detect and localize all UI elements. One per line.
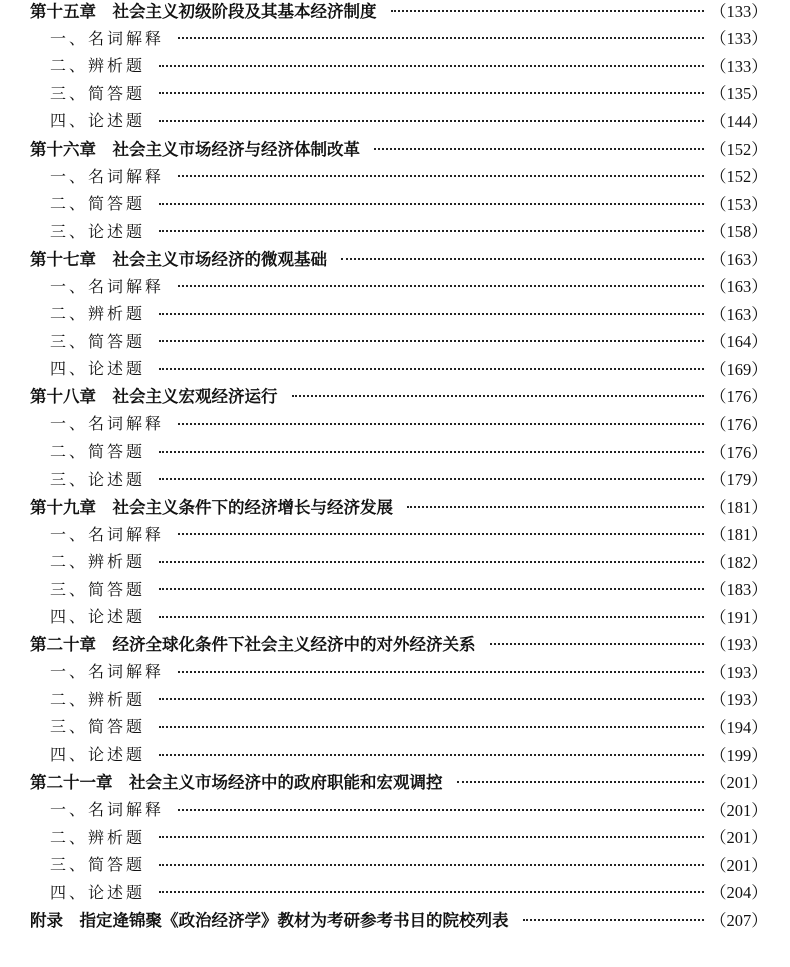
dot-leader bbox=[341, 258, 704, 260]
toc-entry-title: 二、辨析题 bbox=[50, 552, 146, 572]
toc-entry-title: 三、简答题 bbox=[50, 83, 146, 103]
toc-chapter-entry bbox=[0, 630, 790, 658]
toc-section-entry bbox=[0, 354, 790, 382]
dot-leader bbox=[178, 423, 704, 425]
toc-page-number: （181） bbox=[710, 525, 768, 545]
dot-leader bbox=[159, 368, 704, 370]
toc-section-entry bbox=[0, 712, 790, 740]
toc-entry-title: 第二十一章 社会主义市场经济中的政府职能和宏观调控 bbox=[30, 773, 443, 793]
dot-leader bbox=[159, 120, 704, 122]
toc-page-number: （201） bbox=[710, 855, 768, 875]
dot-leader bbox=[178, 37, 704, 39]
toc-page-number: （169） bbox=[710, 359, 768, 379]
dot-leader bbox=[159, 836, 704, 838]
toc-chapter-entry bbox=[0, 767, 790, 795]
toc-page-number: （176） bbox=[710, 414, 768, 434]
toc-entry-title: 第十五章 社会主义初级阶段及其基本经济制度 bbox=[30, 1, 377, 21]
toc-page-number: （163） bbox=[710, 249, 768, 269]
dot-leader bbox=[178, 285, 704, 287]
toc-page-number: （194） bbox=[710, 717, 768, 737]
toc-page-number: （152） bbox=[710, 167, 768, 187]
toc-page-number: （193） bbox=[710, 635, 768, 655]
toc-entry-title: 四、论述题 bbox=[50, 359, 146, 379]
dot-leader bbox=[178, 175, 704, 177]
toc-section-entry bbox=[0, 547, 790, 575]
toc-section-entry bbox=[0, 437, 790, 465]
toc-chapter-entry bbox=[0, 244, 790, 272]
toc-page-number: （204） bbox=[710, 883, 768, 903]
toc-page-number: （163） bbox=[710, 304, 768, 324]
toc-section-entry bbox=[0, 685, 790, 713]
toc-section-entry bbox=[0, 409, 790, 437]
toc-entry-title: 一、名词解释 bbox=[50, 414, 165, 434]
dot-leader bbox=[159, 588, 704, 590]
toc-page-number: （164） bbox=[710, 332, 768, 352]
toc-section-entry bbox=[0, 51, 790, 79]
toc-entry-title: 四、论述题 bbox=[50, 745, 146, 765]
toc-section-entry bbox=[0, 740, 790, 768]
toc-page-number: （201） bbox=[710, 773, 768, 793]
dot-leader bbox=[159, 478, 704, 480]
toc-page-number: （176） bbox=[710, 442, 768, 462]
toc-entry-title: 第二十章 经济全球化条件下社会主义经济中的对外经济关系 bbox=[30, 635, 476, 655]
toc-entry-title: 二、简答题 bbox=[50, 194, 146, 214]
toc-chapter-entry bbox=[0, 382, 790, 410]
toc-page-number: （152） bbox=[710, 139, 768, 159]
toc-section-entry bbox=[0, 106, 790, 134]
dot-leader bbox=[178, 671, 704, 673]
toc-entry-title: 二、辨析题 bbox=[50, 56, 146, 76]
toc-page-number: （179） bbox=[710, 470, 768, 490]
toc-section-entry bbox=[0, 464, 790, 492]
toc-page-number: （182） bbox=[710, 552, 768, 572]
toc-entry-title: 第十六章 社会主义市场经济与经济体制改革 bbox=[30, 139, 360, 159]
toc-entry-title: 三、论述题 bbox=[50, 469, 146, 489]
toc-entry-title: 三、简答题 bbox=[50, 331, 146, 351]
toc-section-entry bbox=[0, 519, 790, 547]
toc-chapter-entry bbox=[0, 905, 790, 933]
toc-chapter-entry bbox=[0, 492, 790, 520]
toc-section-entry bbox=[0, 299, 790, 327]
toc-page-number: （181） bbox=[710, 497, 768, 517]
dot-leader bbox=[374, 148, 704, 150]
toc-entry-title: 二、辨析题 bbox=[50, 827, 146, 847]
toc-section-entry bbox=[0, 161, 790, 189]
toc-entry-title: 一、名词解释 bbox=[50, 276, 165, 296]
toc-entry-title: 一、名词解释 bbox=[50, 28, 165, 48]
dot-leader bbox=[159, 340, 704, 342]
dot-leader bbox=[159, 726, 704, 728]
toc-page-number: （201） bbox=[710, 800, 768, 820]
dot-leader bbox=[159, 451, 704, 453]
toc-section-entry bbox=[0, 657, 790, 685]
toc-page-number: （133） bbox=[710, 56, 768, 76]
toc-page-number: （163） bbox=[710, 277, 768, 297]
dot-leader bbox=[159, 230, 704, 232]
toc-entry-title: 一、名词解释 bbox=[50, 800, 165, 820]
toc-entry-title: 二、简答题 bbox=[50, 442, 146, 462]
toc-chapter-entry bbox=[0, 134, 790, 162]
dot-leader bbox=[159, 65, 704, 67]
dot-leader bbox=[178, 809, 704, 811]
dot-leader bbox=[159, 616, 704, 618]
toc-page-number: （183） bbox=[710, 580, 768, 600]
dot-leader bbox=[159, 203, 704, 205]
toc-entry-title: 二、辨析题 bbox=[50, 689, 146, 709]
toc-entry-title: 一、名词解释 bbox=[50, 524, 165, 544]
toc-page-number: （191） bbox=[710, 607, 768, 627]
toc-entry-title: 二、辨析题 bbox=[50, 304, 146, 324]
toc-entry-title: 第十八章 社会主义宏观经济运行 bbox=[30, 387, 278, 407]
toc-section-entry bbox=[0, 574, 790, 602]
toc-entry-title: 一、名词解释 bbox=[50, 166, 165, 186]
toc-page-number: （193） bbox=[710, 662, 768, 682]
dot-leader bbox=[407, 506, 704, 508]
toc-chapter-entry bbox=[0, 0, 790, 24]
dot-leader bbox=[159, 92, 704, 94]
toc-section-entry bbox=[0, 189, 790, 217]
dot-leader bbox=[159, 561, 704, 563]
toc-section-entry bbox=[0, 850, 790, 878]
toc-page-number: （144） bbox=[710, 111, 768, 131]
toc-page-number: （153） bbox=[710, 194, 768, 214]
dot-leader bbox=[523, 919, 705, 921]
dot-leader bbox=[391, 10, 705, 12]
toc-entry-title: 三、简答题 bbox=[50, 855, 146, 875]
dot-leader bbox=[159, 313, 704, 315]
toc-page-number: （176） bbox=[710, 387, 768, 407]
dot-leader bbox=[159, 891, 704, 893]
dot-leader bbox=[457, 781, 705, 783]
toc-page-number: （199） bbox=[710, 745, 768, 765]
toc-page-number: （207） bbox=[710, 910, 768, 930]
dot-leader bbox=[292, 395, 705, 397]
toc-section-entry bbox=[0, 79, 790, 107]
toc-section-entry bbox=[0, 822, 790, 850]
toc-entry-title: 第十九章 社会主义条件下的经济增长与经济发展 bbox=[30, 497, 393, 517]
toc-section-entry bbox=[0, 878, 790, 906]
toc-page-number: （193） bbox=[710, 690, 768, 710]
toc-entry-title: 三、简答题 bbox=[50, 717, 146, 737]
toc-entry-title: 附录 指定逄锦聚《政治经济学》教材为考研参考书目的院校列表 bbox=[30, 910, 509, 930]
toc-entry-title: 第十七章 社会主义市场经济的微观基础 bbox=[30, 249, 327, 269]
dot-leader bbox=[159, 754, 704, 756]
dot-leader bbox=[178, 533, 704, 535]
toc-page-number: （158） bbox=[710, 222, 768, 242]
toc-section-entry bbox=[0, 216, 790, 244]
toc-section-entry bbox=[0, 327, 790, 355]
toc-section-entry bbox=[0, 795, 790, 823]
toc-section-entry bbox=[0, 24, 790, 52]
toc-entry-title: 四、论述题 bbox=[50, 882, 146, 902]
toc-entry-title: 三、简答题 bbox=[50, 579, 146, 599]
toc-page-number: （135） bbox=[710, 84, 768, 104]
toc-entry-title: 四、论述题 bbox=[50, 607, 146, 627]
dot-leader bbox=[490, 643, 705, 645]
toc-page-number: （133） bbox=[710, 29, 768, 49]
toc-section-entry bbox=[0, 271, 790, 299]
toc-section-entry bbox=[0, 602, 790, 630]
dot-leader bbox=[159, 864, 704, 866]
toc-entry-title: 一、名词解释 bbox=[50, 662, 165, 682]
dot-leader bbox=[159, 698, 704, 700]
toc-page-number: （133） bbox=[710, 1, 768, 21]
toc-entry-title: 三、论述题 bbox=[50, 221, 146, 241]
toc-entry-title: 四、论述题 bbox=[50, 111, 146, 131]
toc-page-number: （201） bbox=[710, 828, 768, 848]
